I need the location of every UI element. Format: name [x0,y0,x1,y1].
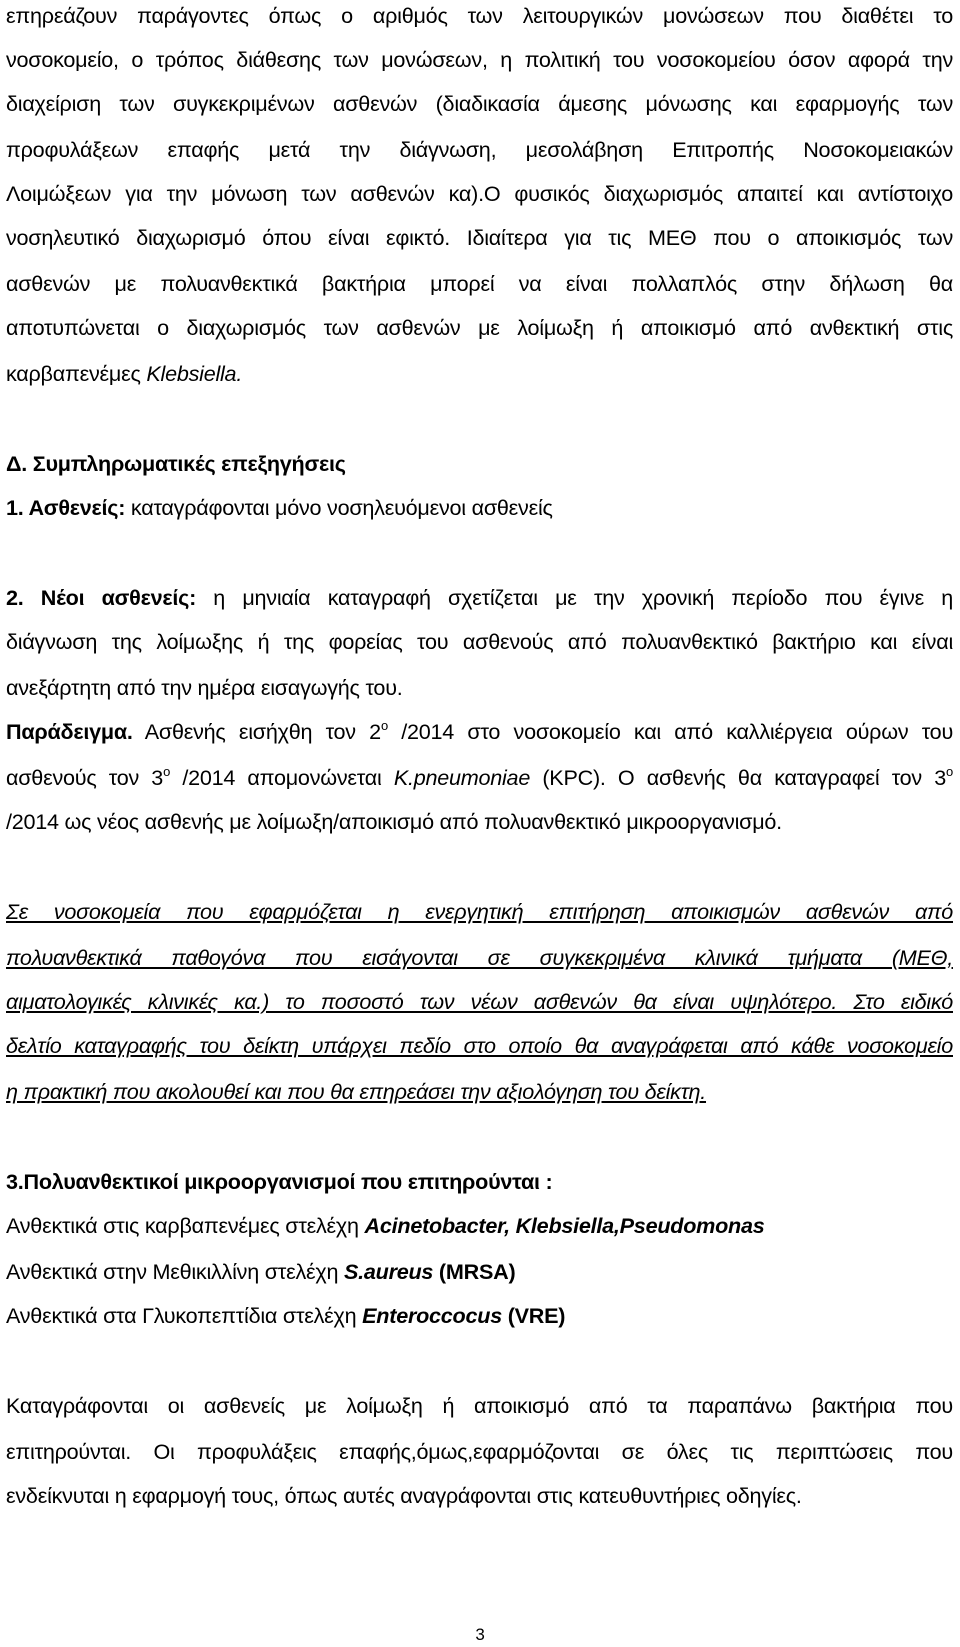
example-text: /2014 απομονώνεται [170,765,394,790]
paragraph-1-line: επηρεάζουν παράγοντες όπως ο αριθμός των λειτουργικών μονώσεων που διαθέτει το [6,3,953,28]
pathogen-code: (VRE) [501,1303,566,1328]
final-paragraph-line: επιτηρούνται. Οι προφυλάξεις επαφής,όμως,εφαρμόζονται σε όλες τις περιπτώσεις που [6,1439,953,1464]
surveillance-note-line: πολυανθεκτικά παθογόνα που εισάγονται σε συγκεκριμένα κλινικά τμήματα (ΜΕΘ, [6,945,953,970]
ordinal-superscript: ο [163,764,171,779]
pathogen-name: Enteroccocus [362,1303,502,1328]
example-line-3: /2014 ως νέος ασθενής με λοίμωξη/αποικισμό από πολυανθεκτικό μικροοργανισμό. [6,809,782,834]
paragraph-1-line: προφυλάξεων επαφής μετά την διάγνωση, μεσολάβηση Επιτροπής Νοσοκομειακών [6,137,953,162]
surveillance-note-line: η πρακτική που ακολουθεί και που θα επηρεάσει την αξιολόγηση του δείκτη. [6,1079,707,1104]
example-text: ασθενούς τον 3 [6,765,164,790]
ordinal-superscript: ο [946,764,953,779]
pathogen-row-text: Ανθεκτικά στα Γλυκοπεπτίδια στελέχη [6,1303,363,1328]
item-2-line: ανεξάρτητη από την ημέρα εισαγωγής του. [6,675,403,700]
example-text: /2014 στο νοσοκομείο και από καλλιέργεια ούρων του [387,719,953,744]
item-2-label: 2. Νέοι ασθενείς: [6,585,197,610]
paragraph-1-line: αποτυπώνεται ο διαχωρισμός των ασθενών με λοίμωξη ή αποικισμό από ανθεκτική στις [6,315,953,340]
klebsiella-term: Klebsiella. [146,361,243,386]
item-2-first-line [6,584,953,612]
surveillance-note-line: Σε νοσοκομεία που εφαρμόζεται η ενεργητική επιτήρηση αποικισμών ασθενών από [6,899,953,924]
pathogen-term: K.pneumoniae [393,765,531,790]
paragraph-1-last-line [6,360,953,388]
section-3-heading: 3.Πολυανθεκτικοί μικροοργανισμοί που επιτηρούνται : [6,1169,553,1194]
pathogen-code: (MRSA) [433,1259,516,1284]
example-line-2 [6,764,953,792]
pathogen-row-text: Ανθεκτικά στις καρβαπενέμες στελέχη [6,1213,365,1238]
example-label: Παράδειγμα. [6,719,133,744]
pathogen-row [6,1258,953,1286]
paragraph-1-line: Λοιμώξεων για την μόνωση των ασθενών κα).Ο φυσικός διαχωρισμός απαιτεί και αντίστοιχο [6,181,953,206]
ordinal-superscript: ο [380,718,388,733]
pathogen-name: Acinetobacter, Klebsiella,Pseudomonas [364,1213,765,1238]
section-d-heading: Δ. Συμπληρωματικές επεξηγήσεις [6,451,346,476]
paragraph-1-line: ασθενών με πολυανθεκτικά βακτήρια μπορεί να είναι πολλαπλός στην δήλωση θα [6,271,953,296]
paragraph-1-line: διαχείριση των συγκεκριμένων ασθενών (διαδικασία άμεσης μόνωσης και εφαρμογής των [6,91,953,116]
final-paragraph-line: ενδείκνυται η εφαρμογή τους, όπως αυτές αναγράφονται στις κατευθυντήριες οδηγίες. [6,1483,802,1508]
pathogen-row [6,1212,953,1240]
pathogen-row [6,1302,953,1330]
item-1-text: καταγράφονται μόνο νοσηλευόμενοι ασθενείς [125,495,553,520]
pathogen-name: S.aureus [343,1259,434,1284]
surveillance-note-line: αιματολογικές κλινικές κα.) το ποσοστό των νέων ασθενών θα είναι υψηλότερο. Στο ειδικό [6,989,953,1014]
surveillance-note-line: δελτίο καταγραφής του δείκτη υπάρχει πεδίο στο οποίο θα αναγράφεται από κάθε νοσοκομείο [6,1033,953,1058]
example-text: (KPC). Ο ασθενής θα καταγραφεί τον 3 [530,765,947,790]
item-2-line: διάγνωση της λοίμωξης ή της φορείας του ασθενούς από πολυανθεκτικό βακτήριο και είναι [6,629,953,654]
final-paragraph-line: Καταγράφονται οι ασθενείς με λοίμωξη ή αποικισμό από τα παραπάνω βακτήρια που [6,1393,953,1418]
item-2-text: η μηνιαία καταγραφή σχετίζεται με την χρονική περίοδο που έγινε η [196,585,953,610]
page-number: 3 [475,1625,485,1644]
paragraph-1-line: νοσοκομείο, ο τρόπος διάθεσης των μονώσεων, η πολιτική του νοσοκομείου όσον αφορά την [6,47,953,72]
item-1-label: 1. Ασθενείς: [6,495,126,520]
paragraph-1-text: καρβαπενέμες [6,361,147,386]
item-1 [6,494,953,522]
pathogen-row-text: Ανθεκτικά στην Μεθικιλλίνη στελέχη [6,1259,344,1284]
paragraph-1-line: νοσηλευτικό διαχωρισμό όπου είναι εφικτό. Ιδιαίτερα για τις ΜΕΘ που ο αποικισμός των [6,225,953,250]
example-line-1 [6,718,953,746]
example-text: Ασθενής εισήχθη τον 2 [132,719,381,744]
